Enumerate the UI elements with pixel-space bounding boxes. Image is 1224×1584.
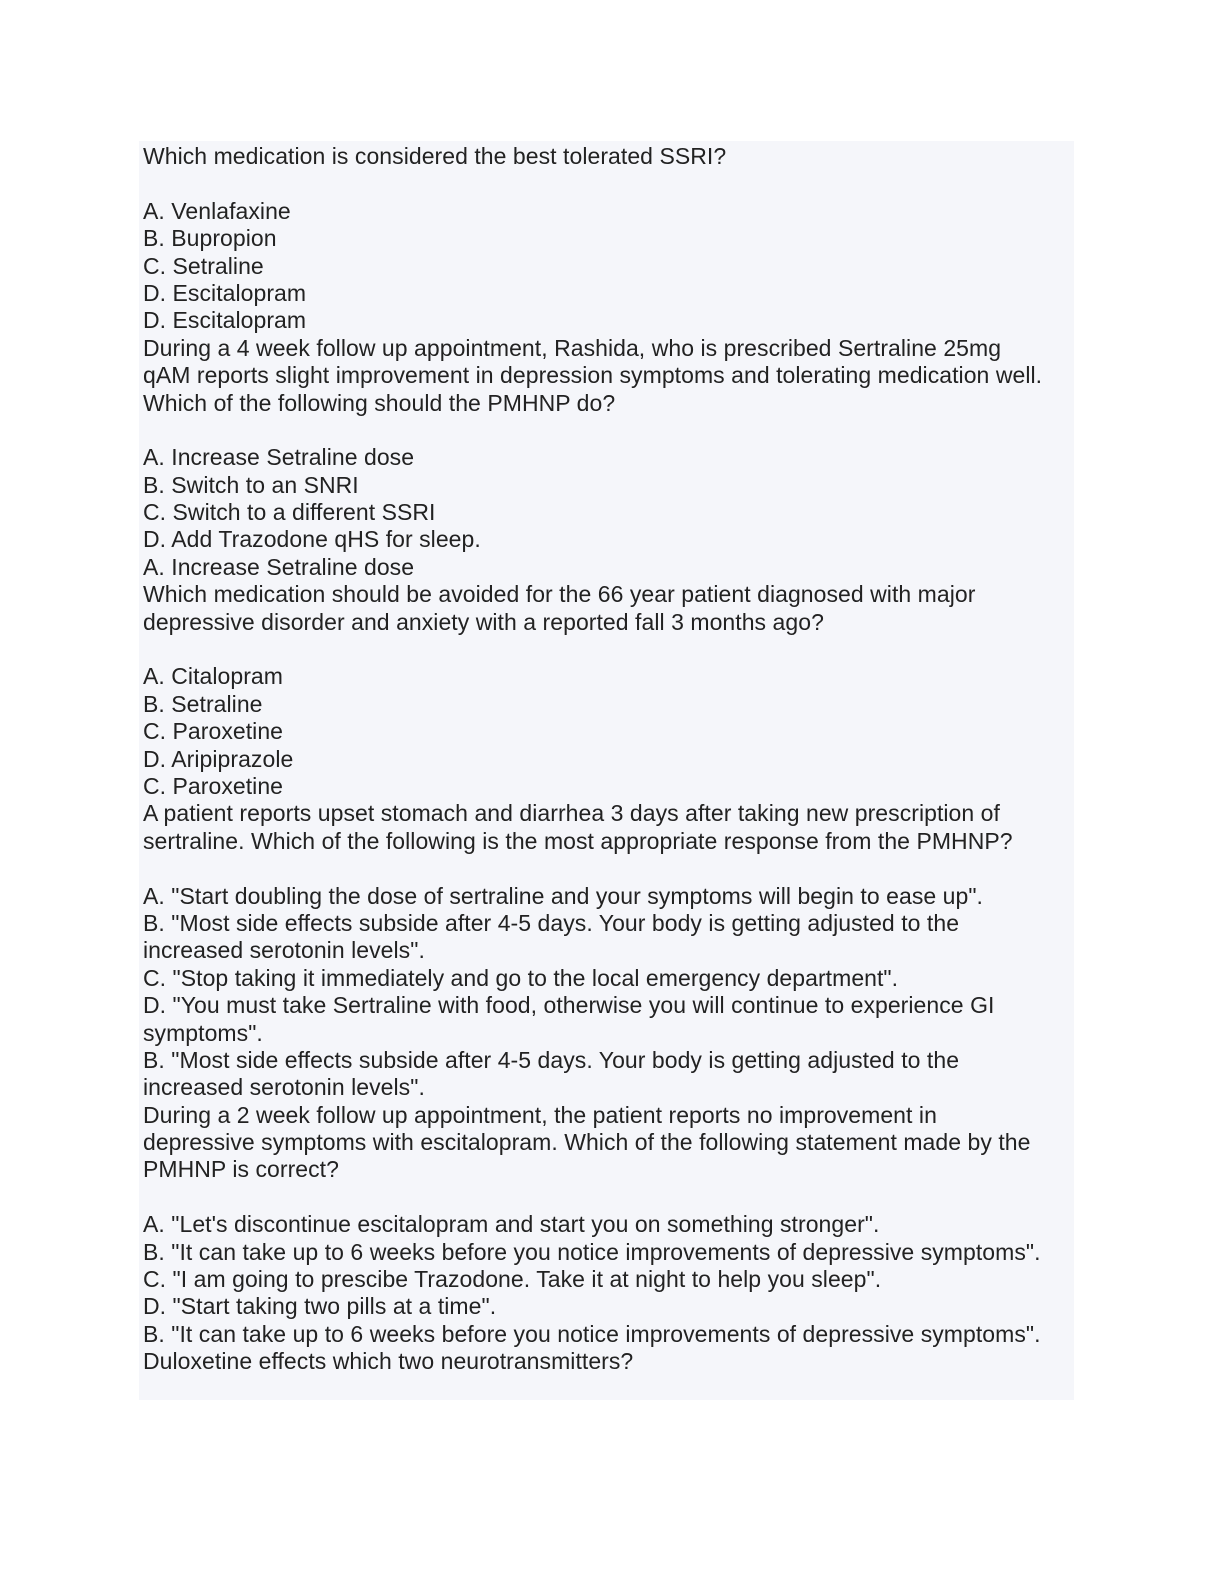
- question-5-option-a: A. "Let's discontinue escitalopram and start you on something stronger".: [143, 1211, 880, 1238]
- question-2-option-c: C. Switch to a different SSRI: [143, 499, 436, 526]
- question-5-text: During a 2 week follow up appointment, the patient reports no improvement in: [143, 1101, 937, 1128]
- question-4-text: A patient reports upset stomach and diarrhea 3 days after taking new prescription of: [143, 800, 1000, 827]
- question-4-text: sertraline. Which of the following is the most appropriate response from the PMHNP?: [143, 827, 1013, 854]
- question-5-option-d: D. "Start taking two pills at a time".: [143, 1293, 497, 1320]
- question-3-option-d: D. Aripiprazole: [143, 745, 294, 772]
- question-2-option-d: D. Add Trazodone qHS for sleep.: [143, 526, 481, 553]
- question-5-answer: B. "It can take up to 6 weeks before you notice improvements of depressive symptoms".: [143, 1320, 1041, 1347]
- question-5-text: PMHNP is correct?: [143, 1156, 339, 1183]
- question-1-answer: D. Escitalopram: [143, 307, 307, 334]
- question-4-option-b: increased serotonin levels".: [143, 937, 425, 964]
- question-3-text: depressive disorder and anxiety with a reported fall 3 months ago?: [143, 608, 824, 635]
- question-2-text: During a 4 week follow up appointment, Rashida, who is prescribed Sertraline 25mg: [143, 334, 1002, 361]
- question-2-option-b: B. Switch to an SNRI: [143, 471, 359, 498]
- question-1-option-b: B. Bupropion: [143, 225, 277, 252]
- question-1-option-a: A. Venlafaxine: [143, 197, 291, 224]
- question-4-answer: B. "Most side effects subside after 4-5 days. Your body is getting adjusted to the: [143, 1046, 960, 1073]
- question-4-option-d: symptoms".: [143, 1019, 263, 1046]
- spacer: [143, 170, 1074, 197]
- question-3-answer: C. Paroxetine: [143, 772, 283, 799]
- question-5-text: depressive symptoms with escitalopram. Which of the following statement made by the: [143, 1129, 1031, 1156]
- question-3-option-a: A. Citalopram: [143, 663, 283, 690]
- question-2-answer: A. Increase Setraline dose: [143, 553, 415, 580]
- question-5-option-b: B. "It can take up to 6 weeks before you notice improvements of depressive symptoms".: [143, 1238, 1041, 1265]
- question-1-option-d: D. Escitalopram: [143, 279, 307, 306]
- question-2-option-a: A. Increase Setraline dose: [143, 444, 415, 471]
- question-4-option-c: C. "Stop taking it immediately and go to the local emergency department".: [143, 964, 899, 991]
- question-document: [139, 141, 1074, 1400]
- question-3-option-b: B. Setraline: [143, 690, 263, 717]
- question-4-option-b: B. "Most side effects subside after 4-5 days. Your body is getting adjusted to the: [143, 909, 960, 936]
- question-1-option-c: C. Setraline: [143, 252, 264, 279]
- question-5-option-c: C. "I am going to prescibe Trazodone. Take it at night to help you sleep".: [143, 1266, 882, 1293]
- spacer: [143, 636, 1074, 663]
- question-4-option-d: D. "You must take Sertraline with food, otherwise you will continue to experience GI: [143, 992, 995, 1019]
- question-2-text: Which of the following should the PMHNP do?: [143, 389, 616, 416]
- question-3-text: Which medication should be avoided for the 66 year patient diagnosed with major: [143, 581, 976, 608]
- spacer: [143, 1184, 1074, 1211]
- question-6-text: Duloxetine effects which two neurotransmitters?: [143, 1348, 634, 1375]
- question-4-answer: increased serotonin levels".: [143, 1074, 425, 1101]
- question-1-text: Which medication is considered the best tolerated SSRI?: [143, 143, 727, 169]
- spacer: [143, 855, 1074, 882]
- question-4-option-a: A. "Start doubling the dose of sertraline and your symptoms will begin to ease up".: [143, 882, 983, 909]
- spacer: [143, 417, 1074, 444]
- question-2-text: qAM reports slight improvement in depression symptoms and tolerating medication well.: [143, 362, 1043, 389]
- question-3-option-c: C. Paroxetine: [143, 718, 283, 745]
